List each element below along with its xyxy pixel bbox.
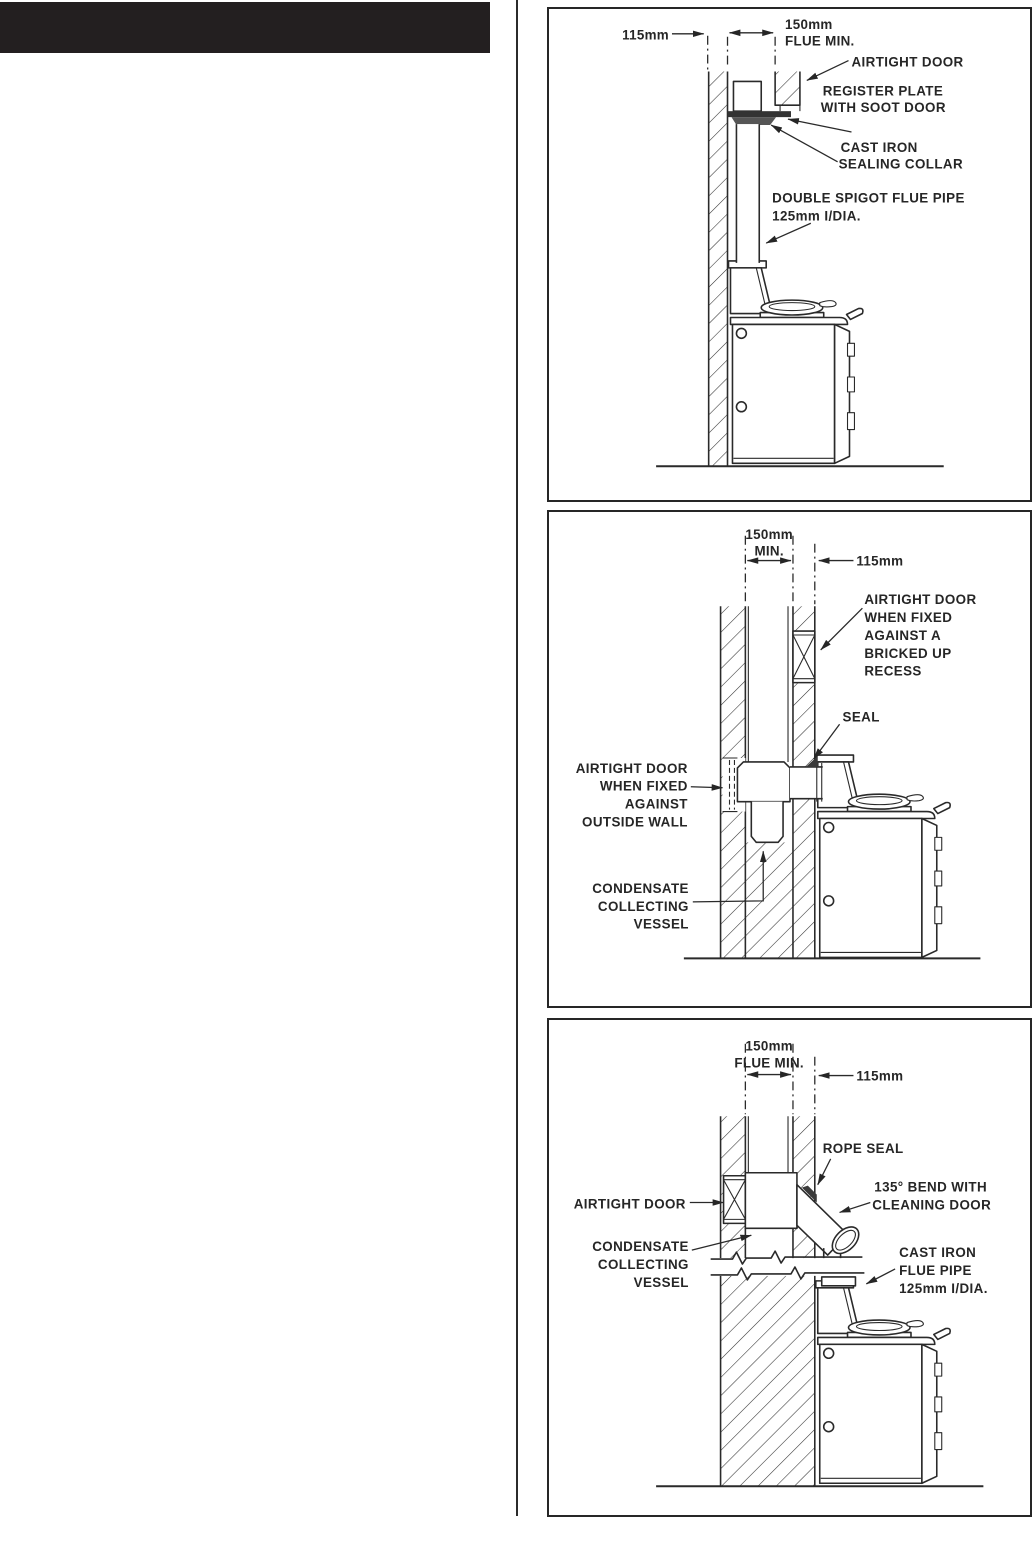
brick-wall-lower — [721, 1276, 815, 1486]
label-pipe-3: 125mm I/DIA. — [899, 1280, 988, 1296]
centerlines — [708, 36, 775, 71]
label-vessel-3: VESSEL — [633, 916, 689, 932]
stove — [816, 1281, 950, 1483]
pipe-collar — [822, 1277, 856, 1286]
register-plate — [728, 111, 791, 117]
label-seal: SEAL — [842, 709, 880, 725]
label-rope-seal: ROPE SEAL — [822, 1140, 904, 1156]
dimension-150mm — [729, 17, 854, 49]
label-pipe-1: CAST IRON — [899, 1245, 977, 1261]
label-outside-door-4: OUTSIDE WALL — [582, 814, 688, 830]
flue-pipe — [736, 124, 759, 263]
label-recess-door-1: AIRTIGHT DOOR — [864, 592, 977, 608]
label-pipe-2: FLUE PIPE — [899, 1262, 972, 1278]
dimension-150mm — [745, 527, 793, 561]
redaction-bar — [0, 2, 490, 53]
label-outside-door-3: AGAINST — [624, 796, 688, 812]
flue-duct-box — [737, 762, 790, 802]
dimension-115mm — [622, 28, 704, 43]
label-vessel-3: VESSEL — [633, 1274, 689, 1290]
brick-wall — [709, 71, 728, 466]
flue-liner-lines — [748, 1116, 788, 1173]
airtight-door-box — [724, 1176, 746, 1224]
dimension-115mm — [819, 1069, 904, 1084]
flue-spigot — [790, 763, 823, 802]
flue-duct-box — [745, 1173, 797, 1229]
dim-150mm-text2: MIN. — [754, 543, 784, 559]
flue-liner-lines — [748, 606, 788, 762]
label-vessel-2: COLLECTING — [597, 1256, 689, 1272]
sealing-collar — [731, 117, 776, 125]
stove — [816, 755, 950, 957]
label-vessel-1: CONDENSATE — [592, 1239, 689, 1255]
figure-bend-flue — [547, 1018, 1032, 1517]
dim-150mm-text2: FLUE MIN. — [785, 33, 855, 49]
label-recess-door-5: RECESS — [864, 663, 922, 679]
centerlines — [745, 1044, 814, 1114]
dim-150mm-text2: FLUE MIN. — [734, 1055, 804, 1071]
diagram-bend-flue — [549, 1020, 1030, 1515]
label-recess-door-4: BRICKED UP — [864, 645, 952, 661]
label-register-plate-2: WITH SOOT DOOR — [820, 100, 946, 116]
airtight-door-recess-box — [793, 631, 815, 683]
dim-150mm-text: 150mm — [745, 526, 793, 542]
label-flue-pipe-1: DOUBLE SPIGOT FLUE PIPE — [772, 190, 965, 206]
label-airtight-door: AIRTIGHT DOOR — [573, 1196, 686, 1212]
label-airtight-door: AIRTIGHT DOOR — [851, 54, 964, 70]
dim-115mm-text: 115mm — [856, 553, 904, 569]
dim-115mm-text: 115mm — [622, 27, 670, 43]
chimney-front-wall — [775, 71, 800, 111]
label-sealing-collar-2: SEALING COLLAR — [838, 156, 964, 172]
dim-115mm-text: 115mm — [856, 1068, 904, 1084]
label-flue-pipe-2: 125mm I/DIA. — [772, 208, 861, 224]
label-bend-1: 135° BEND WITH — [874, 1179, 988, 1195]
label-recess-door-2: WHEN FIXED — [864, 610, 953, 626]
flue-entry-stub — [733, 81, 761, 111]
diagram-chimney-flue — [549, 9, 1030, 500]
dimension-115mm — [819, 554, 904, 569]
dim-150mm-text: 150mm — [745, 1038, 793, 1054]
condensate-vessel — [751, 802, 783, 843]
stove — [729, 261, 863, 463]
label-outside-door-1: AIRTIGHT DOOR — [575, 760, 688, 776]
column-divider — [516, 0, 518, 1516]
label-outside-door-2: WHEN FIXED — [599, 778, 688, 794]
figure-recess-flue — [547, 510, 1032, 1008]
label-vessel-2: COLLECTING — [597, 898, 689, 914]
label-register-plate-1: REGISTER PLATE — [822, 83, 944, 99]
label-vessel-1: CONDENSATE — [592, 880, 689, 896]
label-recess-door-3: AGAINST A — [864, 627, 942, 643]
dim-150mm-text: 150mm — [785, 16, 833, 32]
diagram-recess-flue — [549, 512, 1030, 1006]
figure-chimney-flue — [547, 7, 1032, 502]
label-bend-2: CLEANING DOOR — [872, 1197, 992, 1213]
label-sealing-collar-1: CAST IRON — [840, 139, 918, 155]
